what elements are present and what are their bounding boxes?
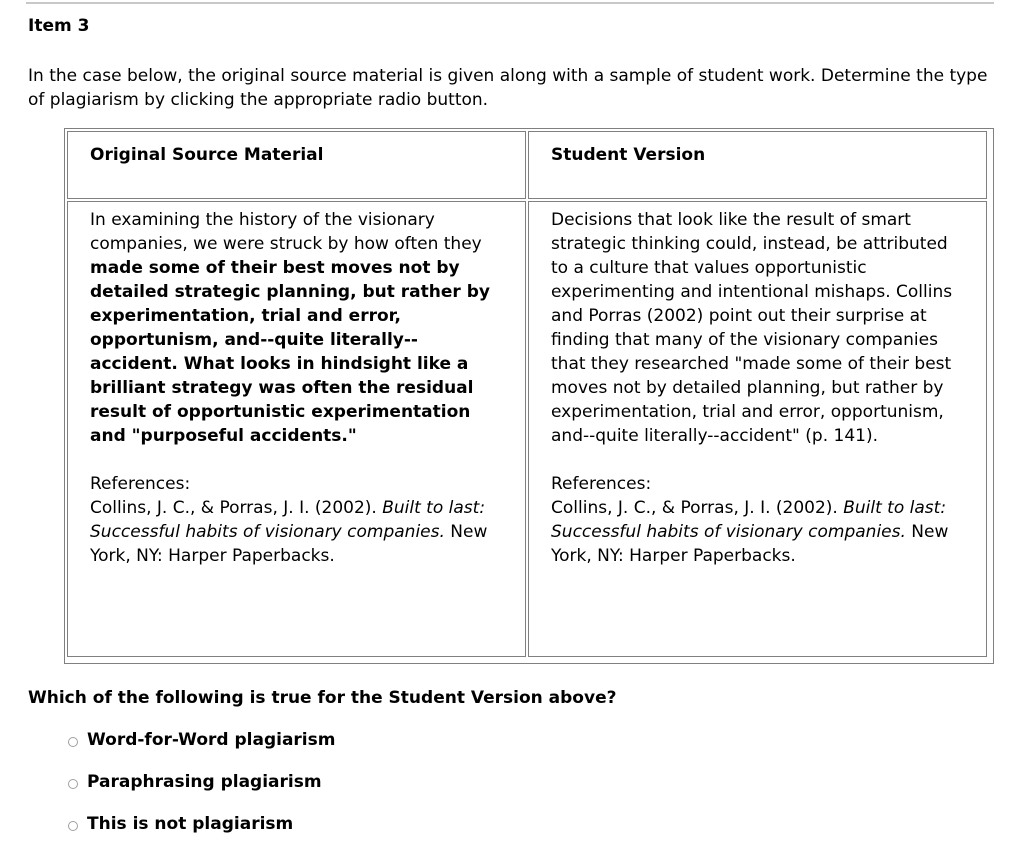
original-ref-title: Built to last: Successful habits of visionary companies. (90, 498, 486, 542)
option-label[interactable]: Paraphrasing plagiarism (87, 772, 322, 792)
radio-word-for-word[interactable] (68, 737, 78, 747)
original-ref-authors: Collins, J. C., & Porras, J. I. (2002). (90, 498, 383, 518)
comparison-table (64, 128, 994, 664)
option-label[interactable]: This is not plagiarism (87, 814, 294, 834)
original-references (90, 472, 505, 568)
student-references-heading: References: (551, 474, 652, 494)
question-text: Which of the following is true for the Student Version above? (28, 688, 617, 708)
student-references (551, 472, 966, 568)
radio-paraphrasing[interactable] (68, 779, 78, 789)
item-title: Item 3 (28, 16, 90, 36)
header-student-version: Student Version (528, 131, 987, 199)
student-ref-authors: Collins, J. C., & Porras, J. I. (2002). (551, 498, 844, 518)
original-ref-publisher: New York, NY: Harper Paperbacks. (90, 522, 488, 566)
student-reference-entry (551, 496, 966, 568)
original-source-text (90, 208, 505, 448)
option-word-for-word[interactable] (68, 730, 335, 750)
radio-not-plagiarism[interactable] (68, 821, 78, 831)
instructions-text: In the case below, the original source material is given along with a sample of student work. Determine the type of plagiarism by clicking the appropriate radio button. (28, 66, 988, 110)
option-not-plagiarism[interactable] (68, 814, 293, 834)
original-reference-entry (90, 496, 505, 568)
original-source-cell (67, 201, 526, 657)
original-text-plain: In examining the history of the visionary companies, we were struck by how often they (90, 210, 482, 254)
student-version-cell (528, 201, 987, 657)
original-references-heading: References: (90, 474, 191, 494)
original-text-bold: made some of their best moves not by detailed strategic planning, but rather by experimentation, trial and error, opportunism, and--quite literally--accident. What looks in hindsight like a brilliant strategy was often the residual result of opportunistic experimentation and "purposeful accidents." (90, 258, 490, 446)
header-original-source: Original Source Material (67, 131, 526, 199)
option-paraphrasing[interactable] (68, 772, 322, 792)
option-label[interactable]: Word-for-Word plagiarism (87, 730, 336, 750)
student-version-text: Decisions that look like the result of smart strategic thinking could, instead, be attributed to a culture that values opportunistic experimenting and intentional mishaps. Collins and Porras (2002) point out their surprise at finding that many of the visionary companies that they researched "made some of their best moves not by detailed planning, but rather by experimentation, trial and error, opportunism, and--quite literally--accident" (p. 141). (551, 210, 953, 446)
student-ref-publisher: New York, NY: Harper Paperbacks. (551, 522, 949, 566)
student-ref-title: Built to last: Successful habits of visionary companies. (551, 498, 947, 542)
top-divider (26, 2, 994, 4)
